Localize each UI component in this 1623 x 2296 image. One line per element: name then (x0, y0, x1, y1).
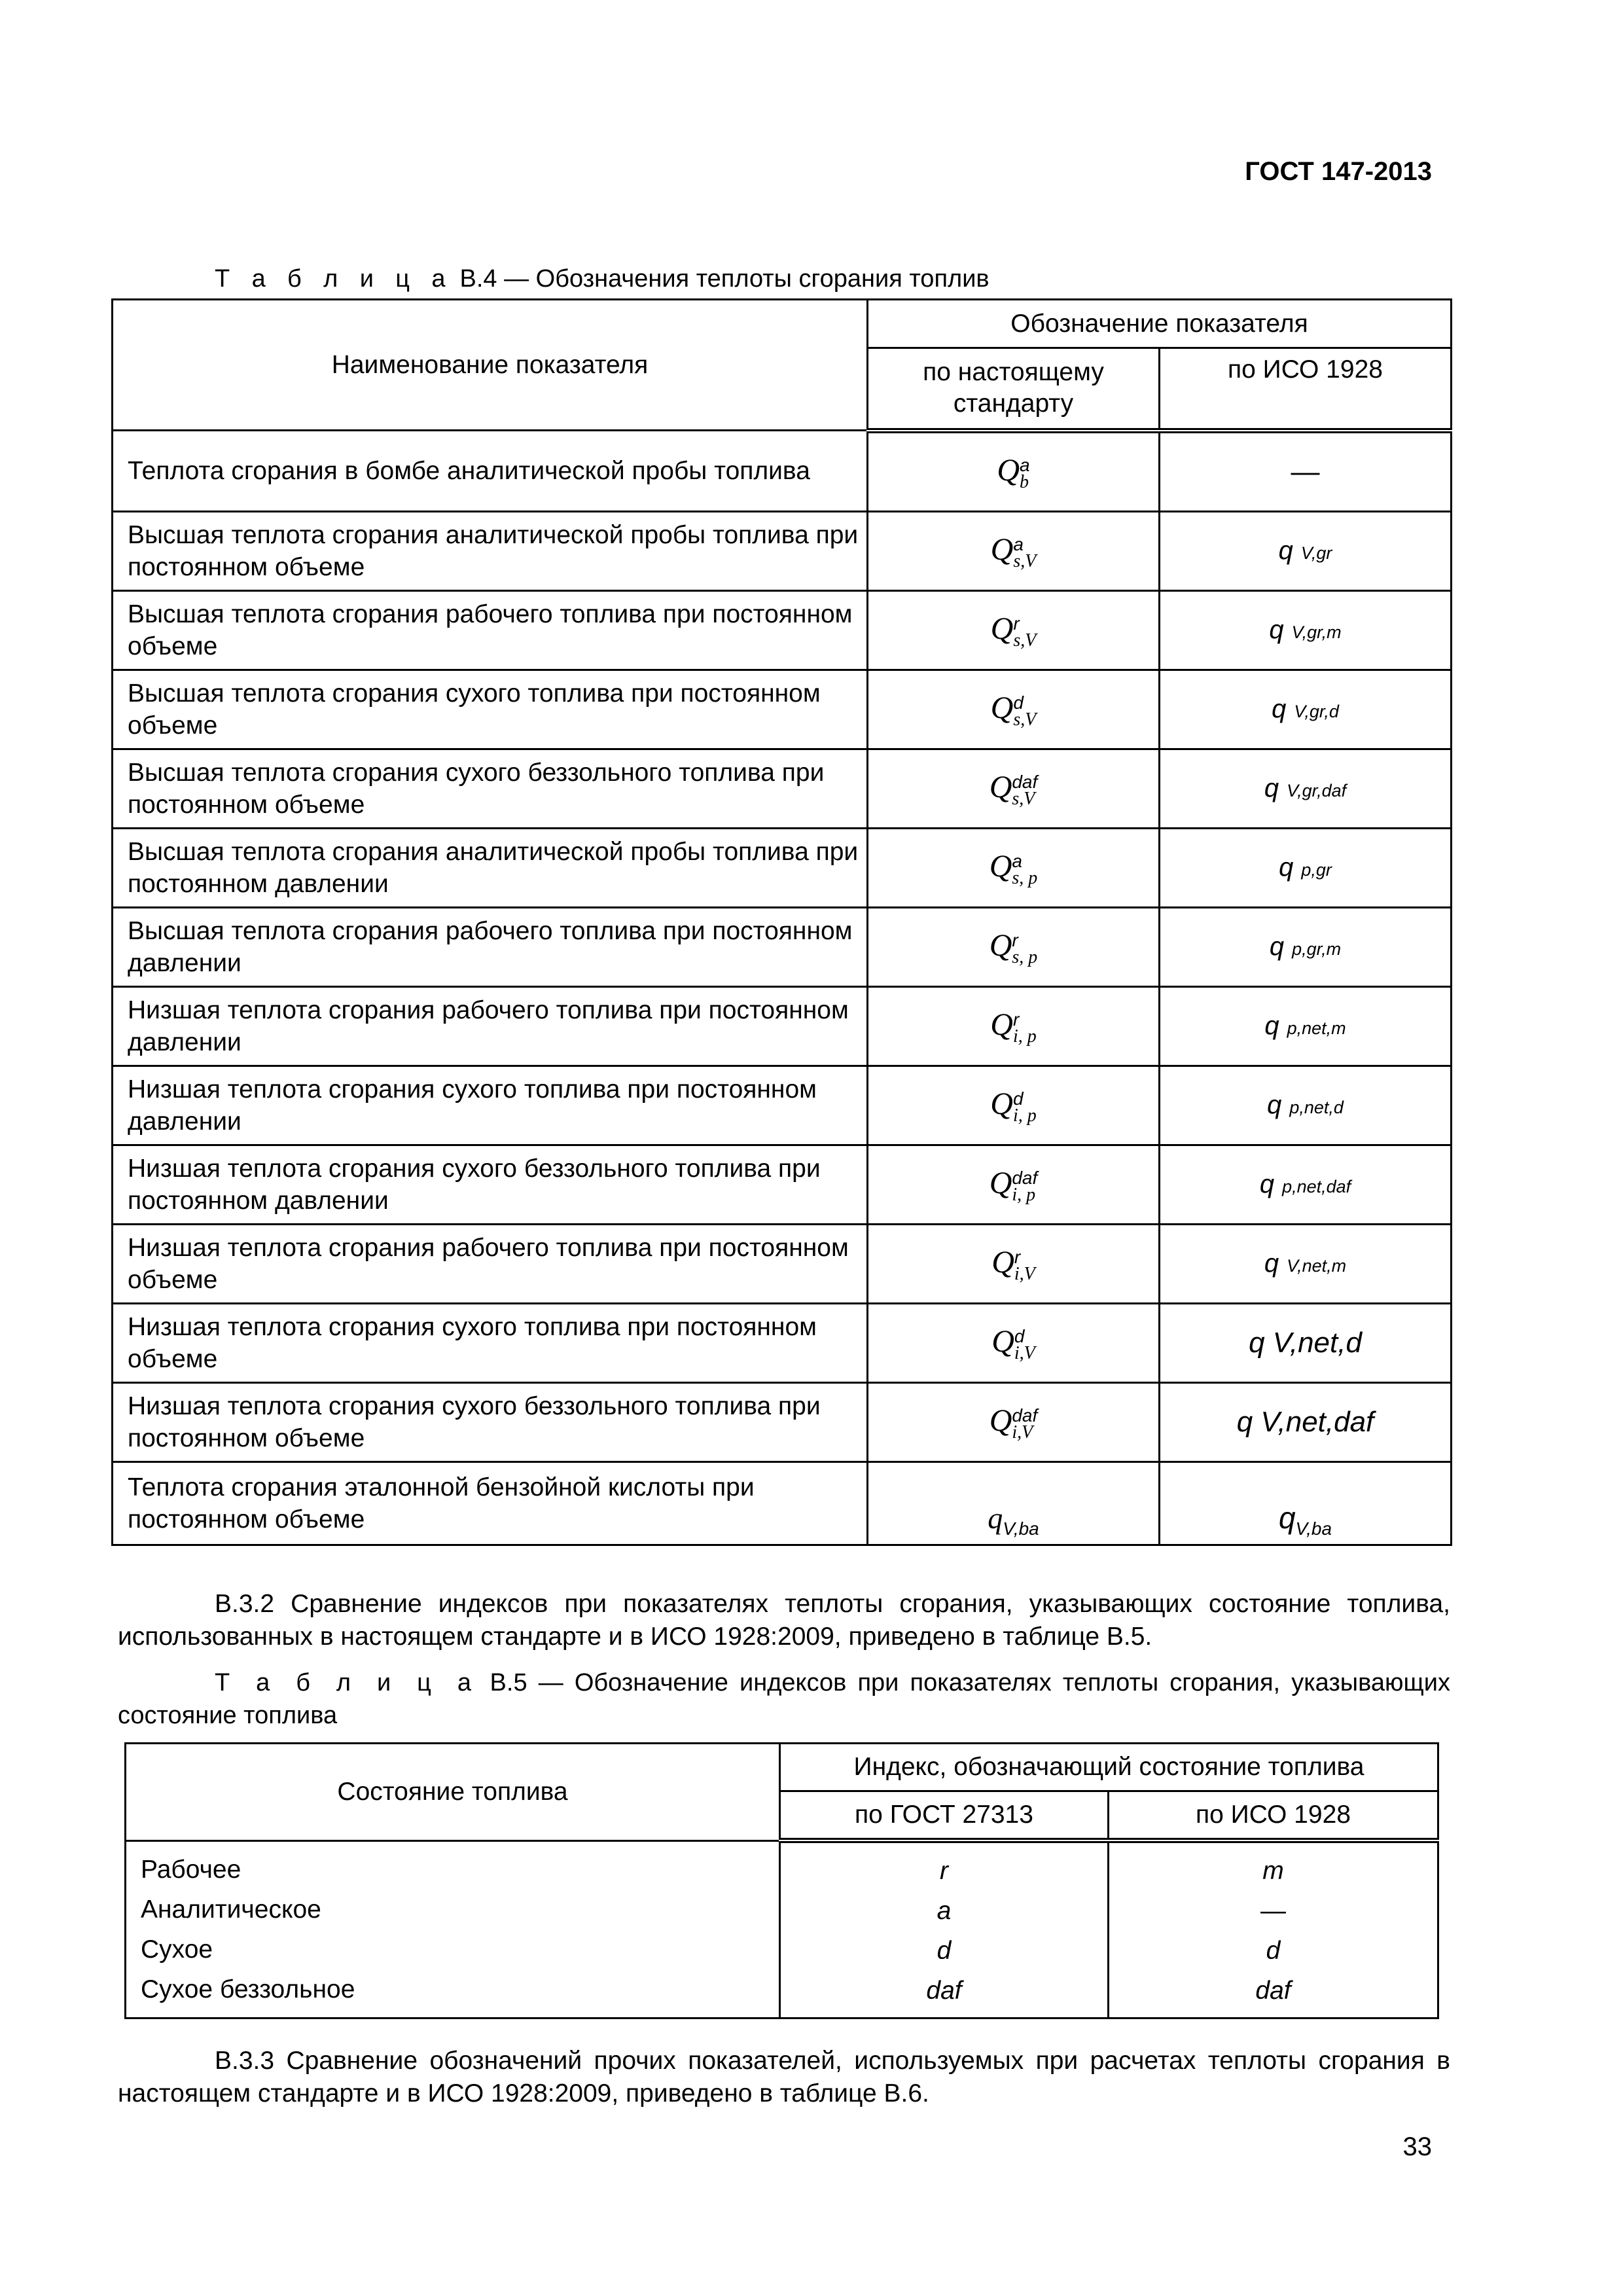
iso-symbol-base: q (1269, 932, 1285, 961)
iso-symbol-index: p,net,daf (1282, 1177, 1351, 1196)
iso-symbol (1264, 774, 1346, 802)
table-row (113, 986, 1452, 1066)
gost-index: d (936, 1937, 952, 1965)
iso-symbol: — (1291, 455, 1320, 488)
indicator-name: Теплота сгорания эталонной бензойной кислоты при постоянном объеме (113, 1462, 868, 1545)
symbol-this-standard (868, 511, 1160, 590)
symbol-this-standard (868, 590, 1160, 670)
symbol-this-standard (868, 431, 1160, 512)
symbol-q: Q (997, 453, 1020, 488)
paragraph-b3-3 (118, 2045, 1450, 2110)
symbol-this-standard (868, 1462, 1160, 1545)
iso-symbol-index: p,net,d (1289, 1098, 1344, 1117)
symbol-q: Q (991, 1245, 1014, 1280)
iso-symbol-index: p,net,m (1287, 1018, 1346, 1038)
iso-symbol (1279, 853, 1332, 882)
symbol-this-standard (868, 986, 1160, 1066)
symbol-subscript: V,ba (1003, 1518, 1039, 1539)
symbol-q: Q (990, 691, 1014, 726)
table-b4 (111, 298, 1452, 1546)
symbol-q: Q (990, 532, 1014, 567)
indicator-name: Низшая теплота сгорания сухого беззольного топлива при постоянном объеме (113, 1382, 868, 1462)
symbol-iso (1160, 907, 1452, 986)
table-row (113, 431, 1452, 512)
symbol-iso (1160, 986, 1452, 1066)
iso-index: daf (1255, 1977, 1291, 2005)
table-row (113, 1382, 1452, 1462)
table-b5-caption-label: Т а б л и ц а (215, 1669, 479, 1696)
symbol (989, 1166, 1038, 1205)
iso-symbol-index: V,gr,daf (1287, 781, 1347, 800)
table-row (113, 907, 1452, 986)
iso-symbol-index: p,gr,m (1292, 939, 1342, 959)
symbol-this-standard (868, 907, 1160, 986)
indicator-name: Низшая теплота сгорания рабочего топлива при постоянном давлении (113, 986, 868, 1066)
table-row (113, 1303, 1452, 1382)
table-b4-caption-title: В.4 — Обозначения теплоты сгорания топлив (452, 265, 990, 293)
symbol (990, 611, 1037, 651)
table-row (113, 1224, 1452, 1303)
symbol-q: Q (989, 770, 1012, 805)
symbol (990, 691, 1037, 730)
col-header-state: Состояние топлива (126, 1744, 780, 1841)
symbol-subscript: s, p (1012, 946, 1038, 967)
iso-symbol-base: q (1264, 774, 1279, 802)
iso-symbol-index: V,gr (1300, 543, 1332, 563)
symbol (989, 770, 1038, 809)
iso-symbol: q V,net,daf (1236, 1405, 1374, 1438)
iso-symbol (1278, 1501, 1332, 1539)
symbol (989, 1403, 1038, 1443)
symbol (988, 1501, 1039, 1539)
symbol-iso (1160, 431, 1452, 512)
iso-symbol-index: p,gr (1301, 860, 1332, 880)
col-header-designation: Обозначение показателя (868, 300, 1452, 348)
table-row (113, 749, 1452, 828)
symbol-iso (1160, 1462, 1452, 1545)
iso-symbol (1272, 694, 1339, 723)
indicator-name: Низшая теплота сгорания сухого беззольного топлива при постоянном давлении (113, 1145, 868, 1224)
symbol-subscript: s,V (1012, 788, 1035, 809)
symbol-iso (1160, 590, 1452, 670)
symbol-iso (1160, 511, 1452, 590)
table-b5 (124, 1742, 1439, 2019)
state-item: Рабочее (141, 1855, 241, 1884)
symbol-this-standard (868, 749, 1160, 828)
symbol-superscript: a (1013, 533, 1024, 554)
symbol-subscript: i, p (1012, 1184, 1036, 1205)
symbol-q: Q (989, 1403, 1012, 1439)
symbol-subscript: i, p (1012, 1105, 1037, 1126)
table-b5-caption-title: В.5 — Обозначение индексов при показателях теплоты сгорания, указывающих состояние топлива (118, 1669, 1450, 1729)
symbol (997, 453, 1030, 492)
paragraph-b3-3-text: В.3.3 Сравнение обозначений прочих показателей, используемых при расчетах теплоты сгорания в настоящем стандарте и в ИСО 1928:2009, приведено в таблице В.6. (118, 2047, 1450, 2108)
indicator-name: Высшая теплота сгорания рабочего топлива при постоянном давлении (113, 907, 868, 986)
symbol-iso (1160, 1303, 1452, 1382)
iso-symbol (1269, 615, 1341, 644)
table-row (113, 590, 1452, 670)
symbol-superscript: d (1012, 1088, 1024, 1109)
col-header-iso-1928: по ИСО 1928 (1109, 1791, 1438, 1841)
symbol (990, 1007, 1037, 1047)
symbol-q: Q (989, 928, 1012, 963)
symbol-subscript: i,V (1012, 1422, 1033, 1443)
table-row (113, 828, 1452, 907)
symbol-superscript: r (1012, 1009, 1020, 1030)
symbol-superscript: daf (1012, 1405, 1038, 1426)
symbol-superscript: a (1012, 850, 1022, 871)
iso-symbol (1279, 536, 1332, 565)
indicator-name: Высшая теплота сгорания аналитической пробы топлива при постоянном давлении (113, 828, 868, 907)
indicator-name: Низшая теплота сгорания сухого топлива при постоянном объеме (113, 1303, 868, 1382)
symbol-this-standard (868, 670, 1160, 749)
iso-symbol (1270, 932, 1341, 961)
iso-symbol (1260, 1170, 1351, 1198)
symbol-subscript: i,V (1014, 1263, 1035, 1284)
indicator-name: Низшая теплота сгорания сухого топлива при постоянном давлении (113, 1066, 868, 1145)
gost-index: a (936, 1897, 952, 1925)
indicator-name: Высшая теплота сгорания сухого беззольного топлива при постоянном объеме (113, 749, 868, 828)
symbol-this-standard (868, 828, 1160, 907)
symbol-iso (1160, 749, 1452, 828)
paragraph-b3-2 (118, 1588, 1450, 1653)
symbol-iso (1160, 1382, 1452, 1462)
table-row (113, 1066, 1452, 1145)
iso-symbol-index: V,gr,m (1291, 622, 1342, 642)
symbol-this-standard (868, 1145, 1160, 1224)
table-row (113, 670, 1452, 749)
iso-symbol (1264, 1011, 1346, 1040)
symbol-superscript: r (1014, 1246, 1021, 1267)
symbol-subscript: s,V (1013, 630, 1037, 651)
col-header-iso: по ИСО 1928 (1160, 348, 1452, 431)
iso-symbol-base: q (1269, 615, 1284, 644)
col-header-gost: по ГОСТ 27313 (780, 1791, 1109, 1841)
iso-symbol-base: q (1279, 853, 1294, 882)
iso-symbol-base: q (1278, 536, 1293, 565)
table-b5-caption (118, 1666, 1450, 1732)
symbol-superscript: r (1013, 613, 1020, 634)
symbol-q: Q (991, 1324, 1014, 1359)
iso-symbol (1264, 1249, 1346, 1278)
symbol (990, 1086, 1037, 1126)
symbol-superscript: d (1014, 1325, 1025, 1346)
symbol-superscript: a (1020, 454, 1030, 475)
iso-symbol-index: V,gr,d (1294, 702, 1339, 721)
symbol-superscript: daf (1012, 771, 1038, 792)
symbol-subscript: s, p (1012, 867, 1038, 888)
col-header-this-standard: по настоящему стандарту (868, 348, 1160, 431)
col-header-name: Наименование показателя (113, 300, 868, 431)
iso-symbol-base: q (1264, 1011, 1279, 1040)
symbol (991, 1245, 1035, 1284)
symbol-this-standard (868, 1224, 1160, 1303)
symbol-q: Q (990, 611, 1014, 647)
page-number: 33 (1402, 2132, 1432, 2161)
symbol-iso (1160, 828, 1452, 907)
symbol-this-standard (868, 1303, 1160, 1382)
symbol-base: q (988, 1501, 1003, 1535)
indicator-name: Теплота сгорания в бомбе аналитической пробы топлива (113, 431, 868, 512)
document-code: ГОСТ 147-2013 (1245, 157, 1432, 186)
symbol-q: Q (989, 1166, 1012, 1201)
state-item: Сухое беззольное (141, 1975, 355, 2003)
iso-symbol-base: q (1272, 694, 1287, 723)
symbol-superscript: r (1012, 929, 1018, 950)
iso-symbol-index: V,net,m (1287, 1256, 1347, 1276)
symbol (991, 1324, 1035, 1363)
table-row (113, 1145, 1452, 1224)
symbol (989, 849, 1038, 888)
symbol-superscript: daf (1012, 1167, 1038, 1188)
iso-index: m (1262, 1857, 1284, 1885)
table-row (113, 511, 1452, 590)
symbol-this-standard (868, 1382, 1160, 1462)
iso-symbol-base: q (1267, 1090, 1282, 1119)
indicator-name: Высшая теплота сгорания сухого топлива при постоянном объеме (113, 670, 868, 749)
indicator-name: Низшая теплота сгорания рабочего топлива при постоянном объеме (113, 1224, 868, 1303)
iso-symbol-base: q (1264, 1249, 1279, 1278)
iso-index: — (1260, 1897, 1286, 1925)
col-header-index: Индекс, обозначающий состояние топлива (780, 1744, 1438, 1791)
state-item: Сухое (141, 1935, 213, 1964)
table-b4-caption-label: Т а б л и ц а (215, 265, 453, 293)
state-item: Аналитическое (141, 1895, 321, 1924)
paragraph-b3-2-text: В.3.2 Сравнение индексов при показателях теплоты сгорания, указывающих состояние топлива, использованных в настоящем стандарте и в ИСО 1928:2009, приведено в таблице В.5. (118, 1590, 1450, 1651)
symbol-iso (1160, 1145, 1452, 1224)
iso-index: d (1266, 1937, 1281, 1965)
symbol-iso (1160, 1224, 1452, 1303)
symbol-subscript: b (1020, 471, 1029, 492)
symbol-q: Q (990, 1086, 1013, 1122)
table-row (113, 1462, 1452, 1545)
iso-symbol-base: q (1278, 1501, 1296, 1535)
iso-symbol-subscript: V,ba (1295, 1518, 1332, 1539)
iso-index-column (1109, 1840, 1438, 2018)
indicator-name: Высшая теплота сгорания аналитической пробы топлива при постоянном объеме (113, 511, 868, 590)
symbol (989, 928, 1038, 967)
iso-symbol: q V,net,d (1249, 1326, 1362, 1359)
gost-index-column (780, 1840, 1109, 2018)
symbol-subscript: s,V (1013, 709, 1037, 730)
table-b4-caption (215, 263, 990, 295)
symbol-q: Q (989, 849, 1012, 884)
symbol-iso (1160, 1066, 1452, 1145)
symbol-subscript: s,V (1013, 550, 1037, 571)
iso-symbol (1267, 1090, 1344, 1119)
states-column (126, 1840, 780, 2018)
symbol-subscript: i,V (1014, 1342, 1035, 1363)
symbol-this-standard (868, 1066, 1160, 1145)
symbol-iso (1160, 670, 1452, 749)
gost-index: r (940, 1857, 948, 1885)
symbol-superscript: d (1013, 692, 1024, 713)
symbol (990, 532, 1037, 571)
indicator-name: Высшая теплота сгорания рабочего топлива при постоянном объеме (113, 590, 868, 670)
symbol-subscript: i, p (1012, 1026, 1037, 1047)
symbol-q: Q (990, 1007, 1013, 1043)
gost-index: daf (926, 1977, 962, 2005)
iso-symbol-base: q (1259, 1170, 1275, 1198)
